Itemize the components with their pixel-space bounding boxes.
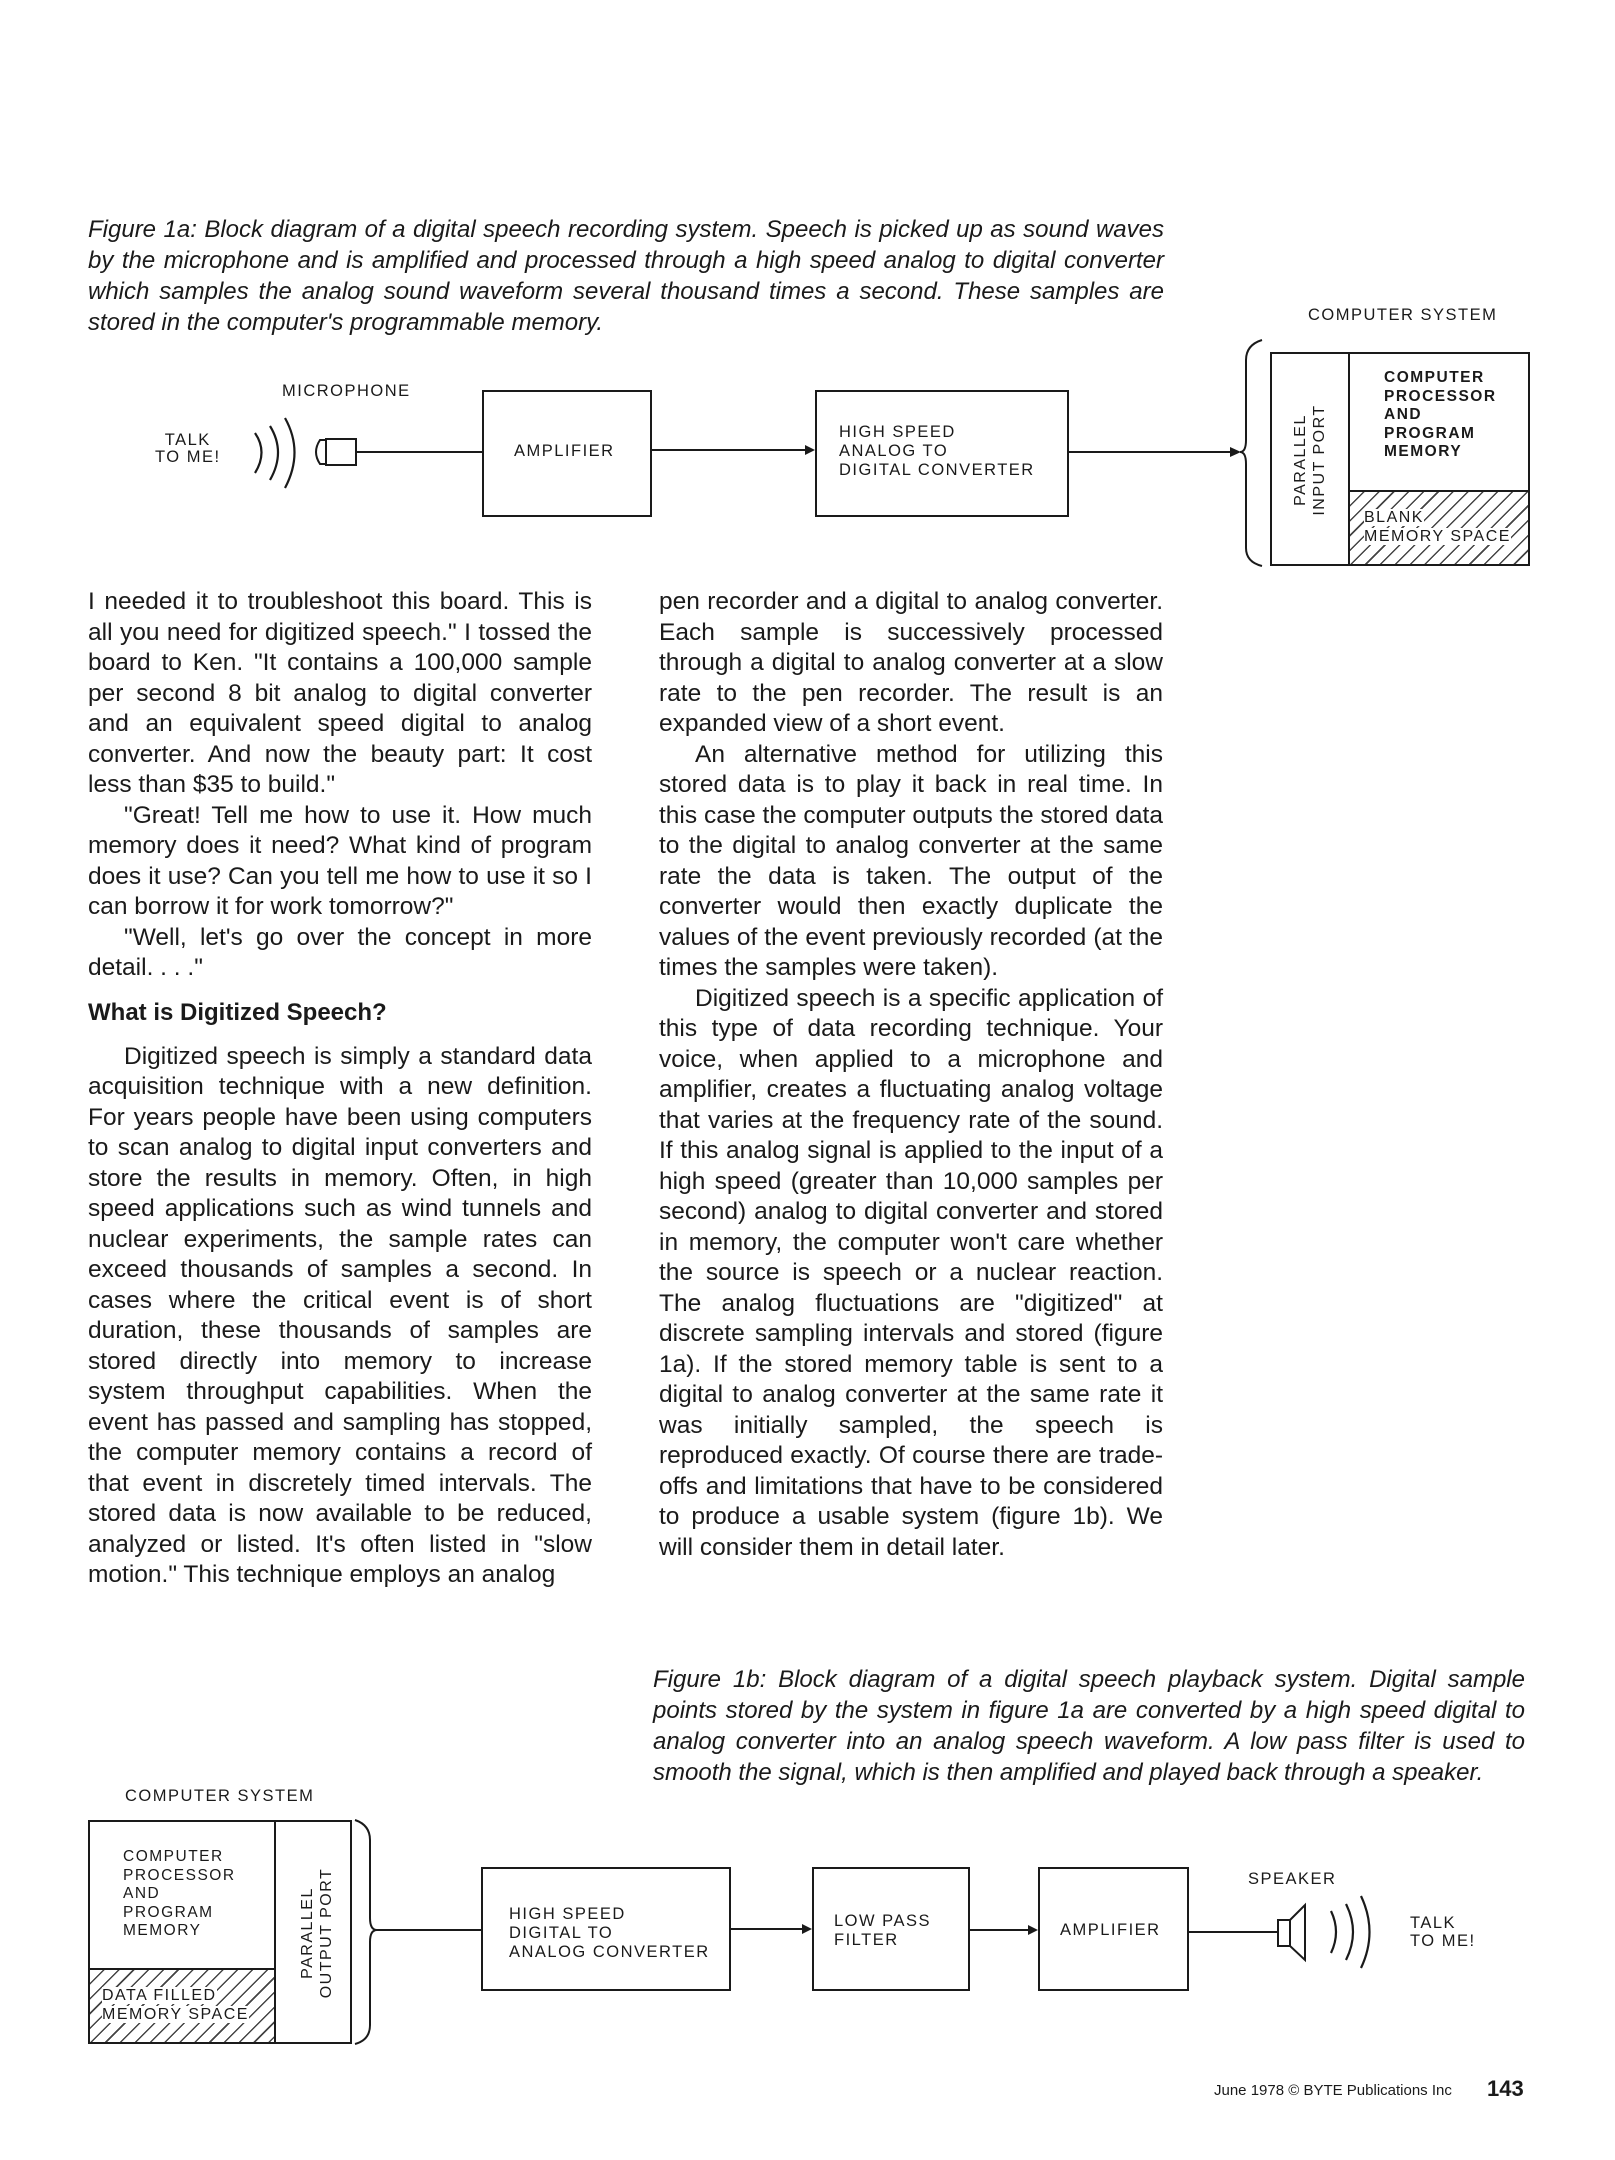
fig1a-talk-line2: TO ME! bbox=[155, 448, 221, 466]
fig1a-processor-line3: AND bbox=[1384, 406, 1423, 423]
fig1a-processor-line4: PROGRAM bbox=[1384, 424, 1476, 442]
figure-1a-caption: Figure 1a: Block diagram of a digital speech recording system. Speech is picked up as sound waves by the microphone and is amplified and processed through a high speed analog to digital converter which samples the analog sound waveform several thousand times a second. These samples are stored in the computer's programmable memory. bbox=[88, 216, 1164, 336]
fig1b-speaker-magnet bbox=[1278, 1920, 1290, 1946]
fig1a-talk-line1: TALK bbox=[164, 431, 211, 449]
left-paragraph-1: I needed it to troubleshoot this board. This is all you need for digitized speech." I tossed the board to Ken. "It contains a 100,000 sample per second 8 bit analog to digital converter and an equivalent speed digital to analog converter. And now the beauty part: It cost less than $35 to build." bbox=[88, 588, 592, 798]
fig1b-talk-line1: TALK bbox=[1410, 1914, 1457, 1932]
fig1b-dac-box bbox=[481, 1867, 731, 1991]
fig1b-port-divider bbox=[274, 1820, 276, 2044]
right-paragraph-2: An alternative method for utilizing this stored data is to play it back in real time. In this case the computer outputs the stored data to the digital to analog converter at the same rate the data is taken. The output of the converter would then exactly duplicate the values of the event previously recorded (at the times the samples were taken). bbox=[659, 740, 1163, 981]
footer-credit: June 1978 © BYTE Publications Inc bbox=[1214, 2082, 1452, 2099]
figure-1b-caption: Figure 1b: Block diagram of a digital speech playback system. Digital sample points stored by the system in figure 1a are converted by a high speed digital to analog converter into an analog speech waveform. A low pass filter is used to smooth the signal, which is then amplified and played back through a speaker. bbox=[653, 1666, 1525, 1786]
fig1b-dac-line1: HIGH SPEED bbox=[509, 1905, 626, 1923]
fig1b-speaker-label: SPEAKER bbox=[1248, 1870, 1337, 1888]
fig1b-computer-system-label: COMPUTER SYSTEM bbox=[125, 1787, 315, 1805]
fig1b-dac-line3: ANALOG CONVERTER bbox=[509, 1943, 710, 1961]
fig1a-port-line1: PARALLEL bbox=[1292, 414, 1309, 506]
fig1a-processor-line1: COMPUTER bbox=[1384, 369, 1485, 386]
fig1a-adc-line1: HIGH SPEED bbox=[839, 423, 956, 441]
fig1b-computer-brace bbox=[355, 1820, 377, 2044]
left-paragraph-4: Digitized speech is simply a standard data acquisition technique with a new definition. For years people have been using computers to scan analog to digital input converters and store the results in memory. Often, in high speed applications such as wind tunnels and nuclear experiments, the sample rates can exceed thousands of samples a second. In cases where the critical event is of short duration, these thousands of samples are stored directly into memory to increase system throughput capabilities. When the event has passed and sampling has stopped, the computer memory contains a record of that event in discretely timed intervals. The stored data is now available to be reduced, analyzed or listed. It's often listed in "slow motion." This technique employs an analog bbox=[88, 1042, 592, 1588]
fig1b-processor-line4: PROGRAM bbox=[123, 1903, 214, 1921]
fig1a-memory-line1: BLANK bbox=[1364, 509, 1424, 526]
fig1a-memory-line2: MEMORY SPACE bbox=[1364, 528, 1511, 545]
fig1b-filter-line1: LOW PASS bbox=[834, 1912, 931, 1930]
fig1b-processor-line3: AND bbox=[123, 1885, 161, 1902]
right-paragraph-1: pen recorder and a digital to analog converter. Each sample is successively processed through a digital to analog converter at a slow rate to the pen recorder. The result is an expanded view of a short event. bbox=[659, 588, 1163, 737]
page-number: 143 bbox=[1487, 2076, 1524, 2101]
fig1b-dac-to-filter-arrow bbox=[802, 1924, 812, 1934]
fig1b-memory-line2: MEMORY SPACE bbox=[102, 2006, 249, 2023]
left-paragraph-3: "Well, let's go over the concept in more detail. . . ." bbox=[88, 923, 592, 981]
fig1b-filter-box bbox=[812, 1867, 970, 1991]
fig1a-processor-line2: PROCESSOR bbox=[1384, 387, 1497, 405]
fig1b-filter-to-amp-arrow bbox=[1028, 1925, 1038, 1935]
fig1b-dac-label bbox=[509, 1905, 710, 1962]
fig1b-processor-label bbox=[123, 1848, 236, 1941]
fig1b-processor-line2: PROCESSOR bbox=[123, 1866, 236, 1884]
fig1b-amplifier-box bbox=[1038, 1867, 1189, 1991]
fig1b-port-line2: OUTPUT PORT bbox=[318, 1867, 335, 1999]
fig1b-dac-line2: DIGITAL TO bbox=[509, 1924, 614, 1942]
fig1a-computer-system-label: COMPUTER SYSTEM bbox=[1308, 306, 1498, 324]
fig1b-amplifier-label: AMPLIFIER bbox=[1060, 1921, 1161, 1939]
fig1a-amplifier-label: AMPLIFIER bbox=[514, 442, 615, 460]
fig1a-microphone-label: MICROPHONE bbox=[282, 382, 411, 400]
fig1b-port-line1: PARALLEL bbox=[299, 1887, 316, 1979]
fig1a-adc-line2: ANALOG TO bbox=[839, 442, 949, 460]
fig1b-processor-line1: COMPUTER bbox=[123, 1848, 224, 1865]
left-paragraph-2: "Great! Tell me how to use it. How much memory does it need? What kind of program does it use? Can you tell me how to use it so I can borrow it for work tomorrow?" bbox=[88, 801, 592, 920]
fig1b-talk-line2: TO ME! bbox=[1410, 1932, 1476, 1950]
fig1b-sound-wave-1 bbox=[1331, 1911, 1336, 1953]
fig1b-filter-label bbox=[834, 1912, 931, 1950]
fig1b-sound-wave-3 bbox=[1361, 1896, 1370, 1968]
fig1a-processor-line5: MEMORY bbox=[1384, 443, 1463, 460]
fig1a-adc-line3: DIGITAL CONVERTER bbox=[839, 461, 1035, 479]
fig1b-filter-line2: FILTER bbox=[834, 1931, 899, 1949]
fig1a-port-line2: INPUT PORT bbox=[1311, 404, 1328, 516]
right-paragraph-3: Digitized speech is a specific application of this type of data recording technique. Your voice, when applied to a microphone and amplifier, creates a fluctuating analog voltage that varies at the frequency rate of the sound. If this analog signal is applied to the input of a high speed (greater than 10,000 samples per second) analog to digital converter and stored in memory, the computer won't care whether the source is speech or a nuclear reaction. The analog fluctuations are "digitized" at discrete sampling intervals and stored (figure 1a). If the stored memory table is sent to a digital to analog converter at the same rate it was initially sampled, the speech is reproduced exactly. Of course there are trade-offs and limitations that have to be considered to produce a usable system (figure 1b). We will consider them in detail later. bbox=[659, 984, 1163, 1561]
fig1b-sound-wave-2 bbox=[1346, 1904, 1353, 1960]
fig1b-speaker-cone bbox=[1290, 1905, 1305, 1960]
fig1b-port-label bbox=[298, 1848, 338, 2018]
fig1b-talk-label bbox=[1410, 1914, 1476, 1950]
section-heading: What is Digitized Speech? bbox=[88, 998, 387, 1026]
fig1b-memory-line1: DATA FILLED bbox=[102, 1987, 217, 2004]
fig1b-computer-system-box bbox=[88, 1820, 352, 2044]
fig1b-processor-line5: MEMORY bbox=[123, 1922, 202, 1939]
fig1b-memory-label bbox=[102, 1986, 249, 2024]
